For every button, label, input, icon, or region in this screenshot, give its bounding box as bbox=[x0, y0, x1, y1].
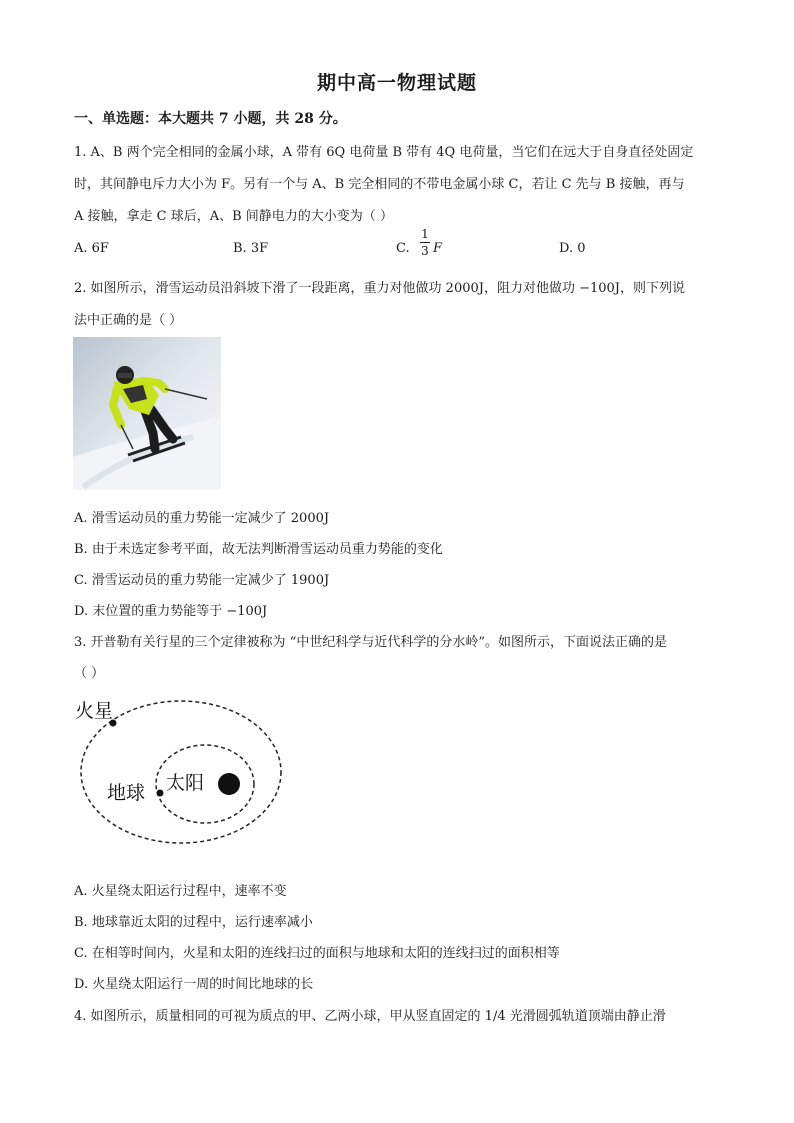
sun bbox=[218, 773, 240, 795]
label-mars: 火星 bbox=[75, 700, 114, 722]
q3-line-1: 3. 开普勒有关行星的三个定律被称为 “中世纪科学与近代科学的分水岭”。如图所示，下面说法正确的是 bbox=[74, 635, 667, 650]
q3-option-a: A. 火星绕太阳运行过程中，速率不变 bbox=[74, 884, 287, 899]
q1-line-1: 1. A、B 两个完全相同的金属小球，A 带有 6Q 电荷量 B 带有 4Q 电荷量，当它们在远大于自身直径处固定 bbox=[74, 145, 694, 160]
q1-option-b: B. 3F bbox=[233, 241, 269, 256]
fraction-denominator: 3 bbox=[421, 244, 429, 258]
skier-photo bbox=[73, 337, 221, 490]
q1-option-a: A. 6F bbox=[74, 241, 109, 256]
section-heading: 一、单选题：本大题共 7 小题，共 28 分。 bbox=[74, 111, 347, 127]
q2-line-1: 2. 如图所示，滑雪运动员沿斜坡下滑了一段距离，重力对他做功 2000J，阻力对他做功 −100J，则下列说 bbox=[74, 281, 686, 296]
q4-line-1: 4. 如图所示，质量相同的可视为质点的甲、乙两小球，甲从竖直固定的 1/4 光滑圆弧轨道顶端由静止滑 bbox=[74, 1009, 666, 1024]
q3-option-c: C. 在相等时间内，火星和太阳的连线扫过的面积与地球和太阳的连线扫过的面积相等 bbox=[74, 946, 560, 961]
q2-option-c: C. 滑雪运动员的重力势能一定减少了 1900J bbox=[74, 573, 330, 588]
q2-line-2: 法中正确的是（ ） bbox=[74, 313, 183, 328]
fraction-bar bbox=[420, 242, 430, 243]
fraction-numerator: 1 bbox=[421, 227, 429, 241]
q1-option-c-fraction bbox=[420, 228, 430, 257]
q1-option-c-variable: F bbox=[433, 241, 443, 256]
q3-option-b: B. 地球靠近太阳的过程中，运行速率减小 bbox=[74, 915, 313, 930]
label-sun: 太阳 bbox=[166, 772, 205, 794]
orbit-diagram bbox=[70, 690, 290, 850]
q1-line-3: A 接触，拿走 C 球后，A、B 间静电力的大小变为（ ） bbox=[74, 209, 393, 224]
label-earth: 地球 bbox=[107, 782, 146, 804]
q2-option-d: D. 末位置的重力势能等于 −100J bbox=[74, 604, 268, 619]
q1-option-c-prefix: C. bbox=[396, 241, 410, 256]
q3-line-2: （ ） bbox=[74, 666, 105, 681]
q2-option-a: A. 滑雪运动员的重力势能一定减少了 2000J bbox=[74, 511, 330, 526]
q1-option-d: D. 0 bbox=[559, 241, 586, 256]
q1-line-2: 时，其间静电斥力大小为 F。另有一个与 A、B 完全相同的不带电金属小球 C，若让 C 先与 B 接触，再与 bbox=[74, 177, 685, 192]
earth bbox=[157, 790, 164, 797]
page-title: 期中高一物理试题 bbox=[316, 72, 477, 94]
q3-option-d: D. 火星绕太阳运行一周的时间比地球的长 bbox=[74, 977, 314, 992]
q2-option-b: B. 由于未选定参考平面，故无法判断滑雪运动员重力势能的变化 bbox=[74, 542, 443, 557]
